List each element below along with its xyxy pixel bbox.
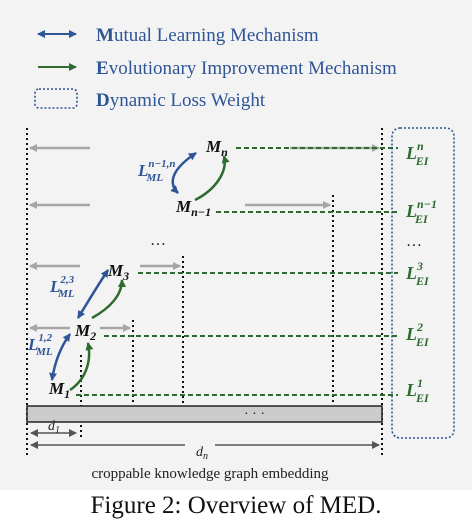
loss-ml-12: L$^{1,2}$ ML	[28, 332, 53, 358]
span-arrows	[30, 148, 379, 328]
legend-evolutionary-improvement: Evolutionary Improvement Mechanism	[96, 58, 397, 79]
dim-dn: $d_n$	[196, 445, 208, 462]
loss-ei-1: $L^1$ EI	[406, 376, 429, 405]
loss-ml-n: $L^{n-1,n}$ ML	[138, 158, 176, 184]
legend	[35, 25, 397, 111]
loss-ml-23: L$^{2,3}$ ML	[50, 274, 75, 300]
legend-dynamic-loss-weight: Dynamic Loss Weight	[96, 90, 266, 111]
loss-ei-3: $L^3$ EI	[406, 259, 429, 288]
loss-ei-n: $L^n$ EI	[406, 139, 429, 168]
legend-mutual-learning: Mutual Learning Mechanism	[96, 25, 319, 46]
ellipsis-middle: …	[150, 232, 166, 249]
loss-ei-n-1: $L^{n-1}$ EI	[406, 197, 437, 226]
model-mn: $M_n$	[206, 137, 228, 159]
model-mn-1: $M_{n-1}$	[176, 197, 212, 219]
bottom-label: croppable knowledge graph embedding	[91, 466, 329, 482]
figure-caption: Figure 2: Overview of MED.	[90, 492, 382, 519]
legend-dotted-box	[35, 89, 77, 108]
ellipsis-ei: …	[406, 233, 422, 250]
model-m2: $M_2$	[75, 321, 97, 343]
ei-loss-labels	[405, 139, 437, 405]
loss-ei-2: $L^2$ EI	[406, 320, 429, 349]
dim-d1: $d_1$	[48, 419, 60, 436]
model-m1: $M_1$	[49, 379, 71, 401]
model-m3: $M_3$	[108, 261, 130, 283]
embedding-bar	[27, 406, 382, 422]
bar-ellipsis: · · ·	[244, 407, 265, 422]
